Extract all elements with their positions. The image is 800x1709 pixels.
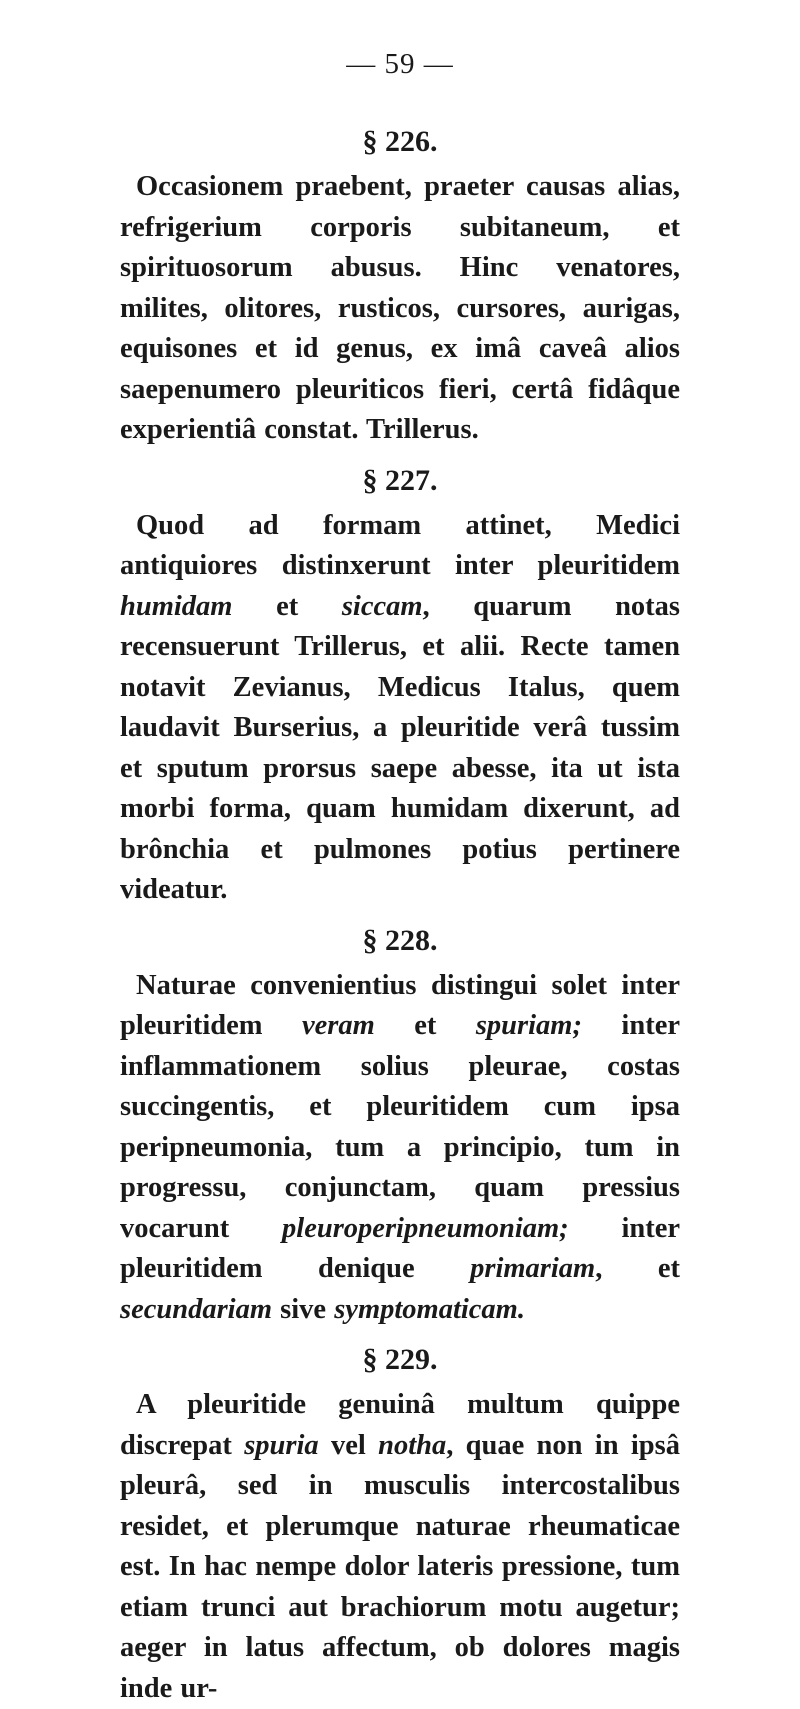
- text-run: inter pleuritidem denique: [120, 1212, 680, 1284]
- text-run: sive: [272, 1293, 335, 1325]
- italic-term: siccam: [341, 590, 423, 622]
- section-paragraph: [120, 506, 680, 911]
- section-heading: § 229.: [362, 1343, 438, 1376]
- italic-term: humidam: [120, 590, 233, 622]
- italic-term: symptomaticam.: [334, 1293, 525, 1325]
- italic-term: veram: [301, 1010, 375, 1041]
- section: [120, 1330, 680, 1709]
- section-heading: § 228.: [362, 923, 438, 957]
- section-paragraph: [120, 167, 680, 451]
- italic-term: primariam: [470, 1253, 596, 1284]
- text-run: et: [374, 1010, 476, 1041]
- section-paragraph: [120, 1385, 680, 1709]
- italic-term: secundariam: [120, 1293, 273, 1325]
- section-paragraph: [120, 966, 680, 1331]
- section-heading: § 227.: [362, 463, 438, 497]
- section: [120, 451, 680, 911]
- page-number: — 59 —: [346, 48, 454, 80]
- text-run: , quae non in ipsâ pleurâ, sed in musculis intercostalibus residet, et plerumque naturae rheumaticae est. In hac nempe dolor lateris pressione, tum etiam trunci aut brachiorum motu augetur; aeger in latus affectum, ob dolores magis inde ur-: [120, 1429, 680, 1704]
- italic-term: pleuroperipneumoniam;: [282, 1212, 569, 1244]
- text-run: Occasionem praebent, praeter causas alias, refrigerium corporis subitaneum, et spirituosorum abusus. Hinc venatores, milites, olitores, rusticos, cursores, aurigas, equisones et id genus, ex imâ caveâ alios saepenumero pleuriticos fieri, certâ fidâque experientiâ constat. Trillerus.: [120, 171, 680, 445]
- text-run: et: [232, 590, 342, 622]
- text-run: Naturae convenientius distingui solet inter pleuritidem: [120, 969, 680, 1041]
- section: [120, 112, 680, 451]
- italic-term: spuriam;: [475, 1010, 582, 1041]
- text-run: , quarum notas recensuerunt Trillerus, et alii. Recte tamen notavit Zevianus, Medicus Italus, quem laudavit Burserius, a pleuritide verâ tussim et sputum prorsus saepe abesse, ita ut ista morbi forma, quam humidam dixerunt, ad brônchia et pulmones potius pertinere videatur.: [120, 590, 680, 905]
- text-run: vel: [318, 1429, 379, 1461]
- section: [120, 911, 680, 1331]
- text-run: Quod ad formam attinet, Medici antiquiores distinxerunt inter pleuritidem: [120, 509, 680, 581]
- text-block: [120, 112, 680, 1709]
- italic-term: spuria: [244, 1429, 319, 1461]
- text-run: , et: [595, 1253, 681, 1284]
- text-run: A pleuritide genuinâ multum quippe discrepat: [120, 1389, 680, 1461]
- italic-term: notha: [378, 1429, 447, 1461]
- section-heading: § 226.: [362, 125, 438, 158]
- text-run: inter inflammationem solius pleurae, costas succingentis, et pleuritidem cum ipsa peripneumonia, tum a principio, tum in progressu, conjunctam, quam pressius vocarunt: [120, 1010, 680, 1244]
